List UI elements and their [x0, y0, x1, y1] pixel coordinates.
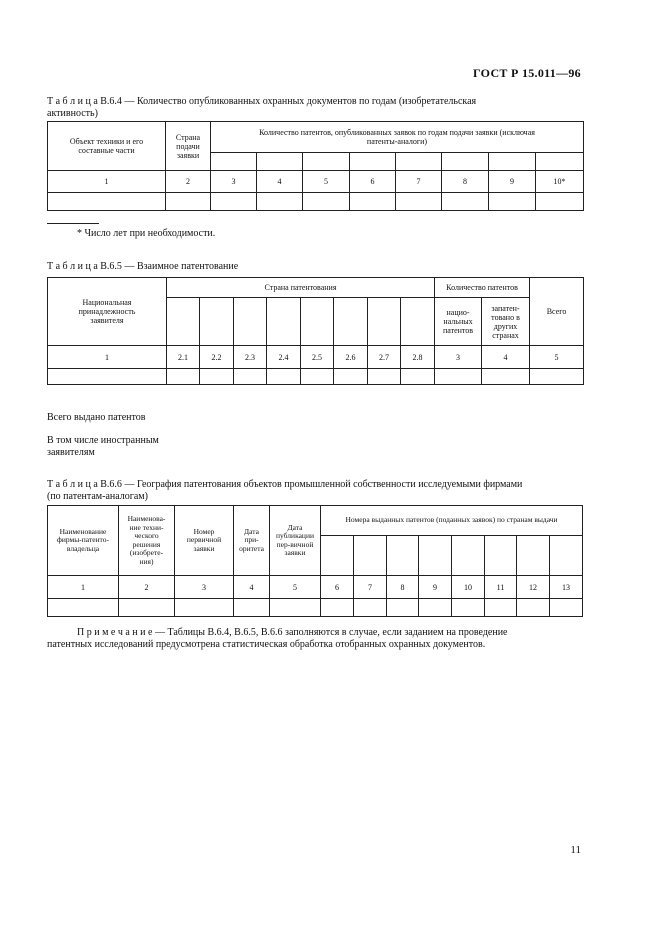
table65-num: 2.8	[401, 346, 435, 369]
table66-num: 7	[354, 576, 387, 599]
table65-col-foreign: запатен-товано в других странах	[482, 298, 530, 346]
table66-num: 12	[517, 576, 550, 599]
table66-caption-line1: — География патентования объектов промышленной собственности исследуемыми фирмами	[121, 479, 523, 490]
table64-num: 3	[211, 171, 257, 193]
table65-num: 5	[530, 346, 584, 369]
table66-col-pub-date: Дата публикации пер-вичной заявки	[270, 506, 321, 576]
table64-col-country: Страна подачи заявки	[166, 122, 211, 171]
table64-col-object: Объект техники и его составные части	[48, 122, 166, 171]
note-prefix: П р и м е ч а н и е	[77, 627, 153, 638]
table66-num: 10	[452, 576, 485, 599]
table66-num: 2	[119, 576, 175, 599]
table64-caption-prefix: Т а б л и ц а В.6.4	[47, 96, 122, 107]
table64-num: 7	[396, 171, 442, 193]
table65-num: 2.1	[167, 346, 200, 369]
table66-num: 4	[234, 576, 270, 599]
table65-num: 2.2	[200, 346, 234, 369]
table66-col-numbers: Номера выданных патентов (поданных заявок) по странам выдачи	[321, 506, 583, 536]
table64-num: 2	[166, 171, 211, 193]
table64-num: 5	[303, 171, 350, 193]
table65-col-country: Страна патентования	[167, 278, 435, 298]
table64-caption	[47, 96, 587, 120]
table66-col-priority: Дата при-оритета	[234, 506, 270, 576]
table64-footnote: * Число лет при необходимости.	[77, 228, 216, 239]
table64-caption-line1: — Количество опубликованных охранных документов по годам (изобретательская	[121, 96, 477, 107]
table66-col-owner: Наименование фирмы-патенто-владельца	[48, 506, 119, 576]
table64-num: 9	[489, 171, 536, 193]
table64-num: 4	[257, 171, 303, 193]
table66-col-solution: Наименова-ние техни-ческого решения (изобрете-ния)	[119, 506, 175, 576]
table66-caption-line2: (по патентам-аналогам)	[47, 491, 148, 502]
table66-num: 13	[550, 576, 583, 599]
table65-col-total: Всего	[530, 278, 584, 346]
table65-caption	[47, 261, 238, 273]
table66-num: 5	[270, 576, 321, 599]
table65-num: 2.3	[234, 346, 267, 369]
note-line1: — Таблицы В.6.4, В.6.5, В.6.6 заполняются в случае, если заданием на проведение	[152, 627, 508, 638]
table66-num: 11	[485, 576, 517, 599]
page-number: 11	[570, 844, 581, 856]
table66-caption	[47, 479, 587, 503]
table65-num: 3	[435, 346, 482, 369]
table66-num: 3	[175, 576, 234, 599]
table66-num: 8	[387, 576, 419, 599]
table65-num: 2.7	[368, 346, 401, 369]
table65	[47, 277, 584, 385]
table66-num: 6	[321, 576, 354, 599]
table66-num: 9	[419, 576, 452, 599]
table65-num: 2.5	[301, 346, 334, 369]
note	[47, 627, 592, 651]
table65-num: 2.6	[334, 346, 368, 369]
table65-caption-prefix: Т а б л и ц а В.6.5	[47, 261, 122, 272]
table64-col-count: Количество патентов, опубликованных заявок по годам подачи заявки (исключая патенты-аналоги)	[211, 122, 584, 153]
table65-col-count: Количество патентов	[435, 278, 530, 298]
table66-num: 1	[48, 576, 119, 599]
table64-num: 6	[350, 171, 396, 193]
total-foreign	[47, 435, 159, 459]
table64	[47, 121, 584, 211]
table64-num: 8	[442, 171, 489, 193]
total-foreign-line1: В том числе иностранным	[47, 435, 159, 446]
table65-caption-rest: — Взаимное патентование	[121, 261, 239, 272]
table66-caption-prefix: Т а б л и ц а В.6.6	[47, 479, 122, 490]
table65-num: 2.4	[267, 346, 301, 369]
table66	[47, 505, 583, 617]
table65-num: 1	[48, 346, 167, 369]
table65-num: 4	[482, 346, 530, 369]
table65-col-national: нацио-нальных патентов	[435, 298, 482, 346]
footnote-rule	[47, 223, 99, 224]
table66-col-app-number: Номер первичной заявки	[175, 506, 234, 576]
table65-col-nationality: Национальная принадлежность заявителя	[48, 278, 167, 346]
table64-caption-line2: активность)	[47, 108, 98, 119]
table64-num: 10*	[536, 171, 584, 193]
table64-num: 1	[48, 171, 166, 193]
standard-header: ГОСТ Р 15.011—96	[473, 66, 581, 80]
note-line2: патентных исследований предусмотрена статистическая обработка отобранных охранных документов.	[47, 639, 486, 650]
total-issued: Всего выдано патентов	[47, 412, 146, 423]
total-foreign-line2: заявителям	[47, 447, 95, 458]
